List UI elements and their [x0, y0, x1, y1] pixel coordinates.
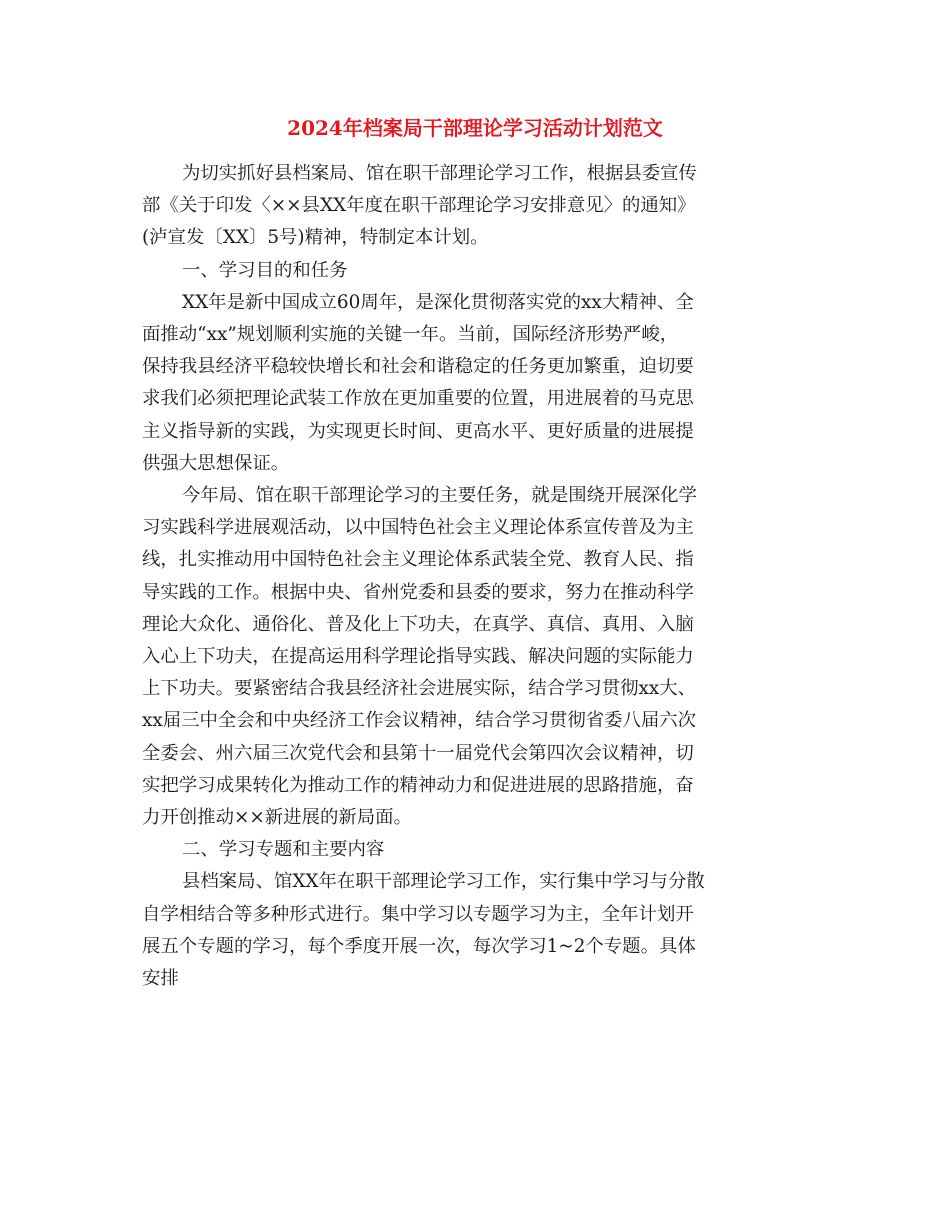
text-line: 自学相结合等多种形式进行。集中学习以专题学习为主，全年计划开: [142, 903, 694, 925]
text-line: 主义指导新的实践，为实现更长时间、更高水平、更好质量的进展提: [142, 420, 694, 442]
text-line: 今年局、馆在职干部理论学习的主要任务，就是围绕开展深化学: [182, 485, 697, 507]
text-line: XX年是新中国成立60周年，是深化贯彻落实党的xx大精神、全: [182, 291, 694, 313]
text-line: 实把学习成果转化为推动工作的精神动力和促进进展的思路措施，奋: [142, 774, 694, 796]
text-line: 入心上下功夫，在提高运用科学理论指导实践、解决问题的实际能力: [142, 646, 694, 668]
paragraph-arrangement: [142, 866, 806, 995]
paragraph-purpose: [142, 287, 806, 480]
text-line: 全委会、州六届三次党代会和县第十一届党代会第四次会议精神，切: [142, 742, 694, 764]
text-line: 上下功夫。要紧密结合我县经济社会进展实际，结合学习贯彻xx大、: [142, 678, 697, 700]
document-body: [142, 158, 806, 995]
text-line: 习实践科学进展观活动，以中国特色社会主义理论体系宣传普及为主: [142, 517, 694, 539]
text-line: 二、学习专题和主要内容: [182, 839, 385, 861]
text-line: 县档案局、馆XX年在职干部理论学习工作，实行集中学习与分散: [182, 871, 705, 893]
text-line: 安排: [142, 968, 179, 990]
document-title: 2024年档案局干部理论学习活动计划范文: [287, 116, 663, 140]
text-line: 理论大众化、通俗化、普及化上下功夫，在真学、真信、真用、入脑: [142, 613, 694, 635]
paragraph-intro: [142, 158, 806, 255]
text-line: 导实践的工作。根据中央、省州党委和县委的要求，努力在推动科学: [142, 581, 694, 603]
paragraph-tasks: [142, 480, 806, 834]
text-line: 展五个专题的学习，每个季度开展一次，每次学习1~2个专题。具体: [142, 935, 696, 957]
text-line: 保持我县经济平稳较快增长和社会和谐稳定的任务更加繁重，迫切要: [142, 356, 694, 378]
section-heading-2: [142, 834, 806, 866]
text-line: xx届三中全会和中央经济工作会议精神，结合学习贯彻省委八届六次: [142, 710, 697, 732]
section-heading-1: [142, 255, 806, 287]
text-line: 供强大思想保证。: [142, 452, 290, 474]
text-line: 一、学习目的和任务: [182, 259, 348, 281]
text-line: 为切实抓好县档案局、馆在职干部理论学习工作，根据县委宣传: [182, 163, 697, 184]
text-line: 部《关于印发〈××县XX年度在职干部理论学习安排意见〉的通知》: [142, 195, 696, 217]
text-line: 力开创推动××新进展的新局面。: [142, 807, 412, 829]
text-line: 线，扎实推动用中国特色社会主义理论体系武装全党、教育人民、指: [142, 549, 694, 571]
text-line: 求我们必须把理论武装工作放在更加重要的位置，用进展着的马克思: [142, 388, 694, 410]
text-line: 面推动“xx”规划顺利实施的关键一年。当前，国际经济形势严峻，: [142, 324, 679, 346]
text-line: (泸宣发〔XX〕5号)精神，特制定本计划。: [142, 227, 489, 249]
